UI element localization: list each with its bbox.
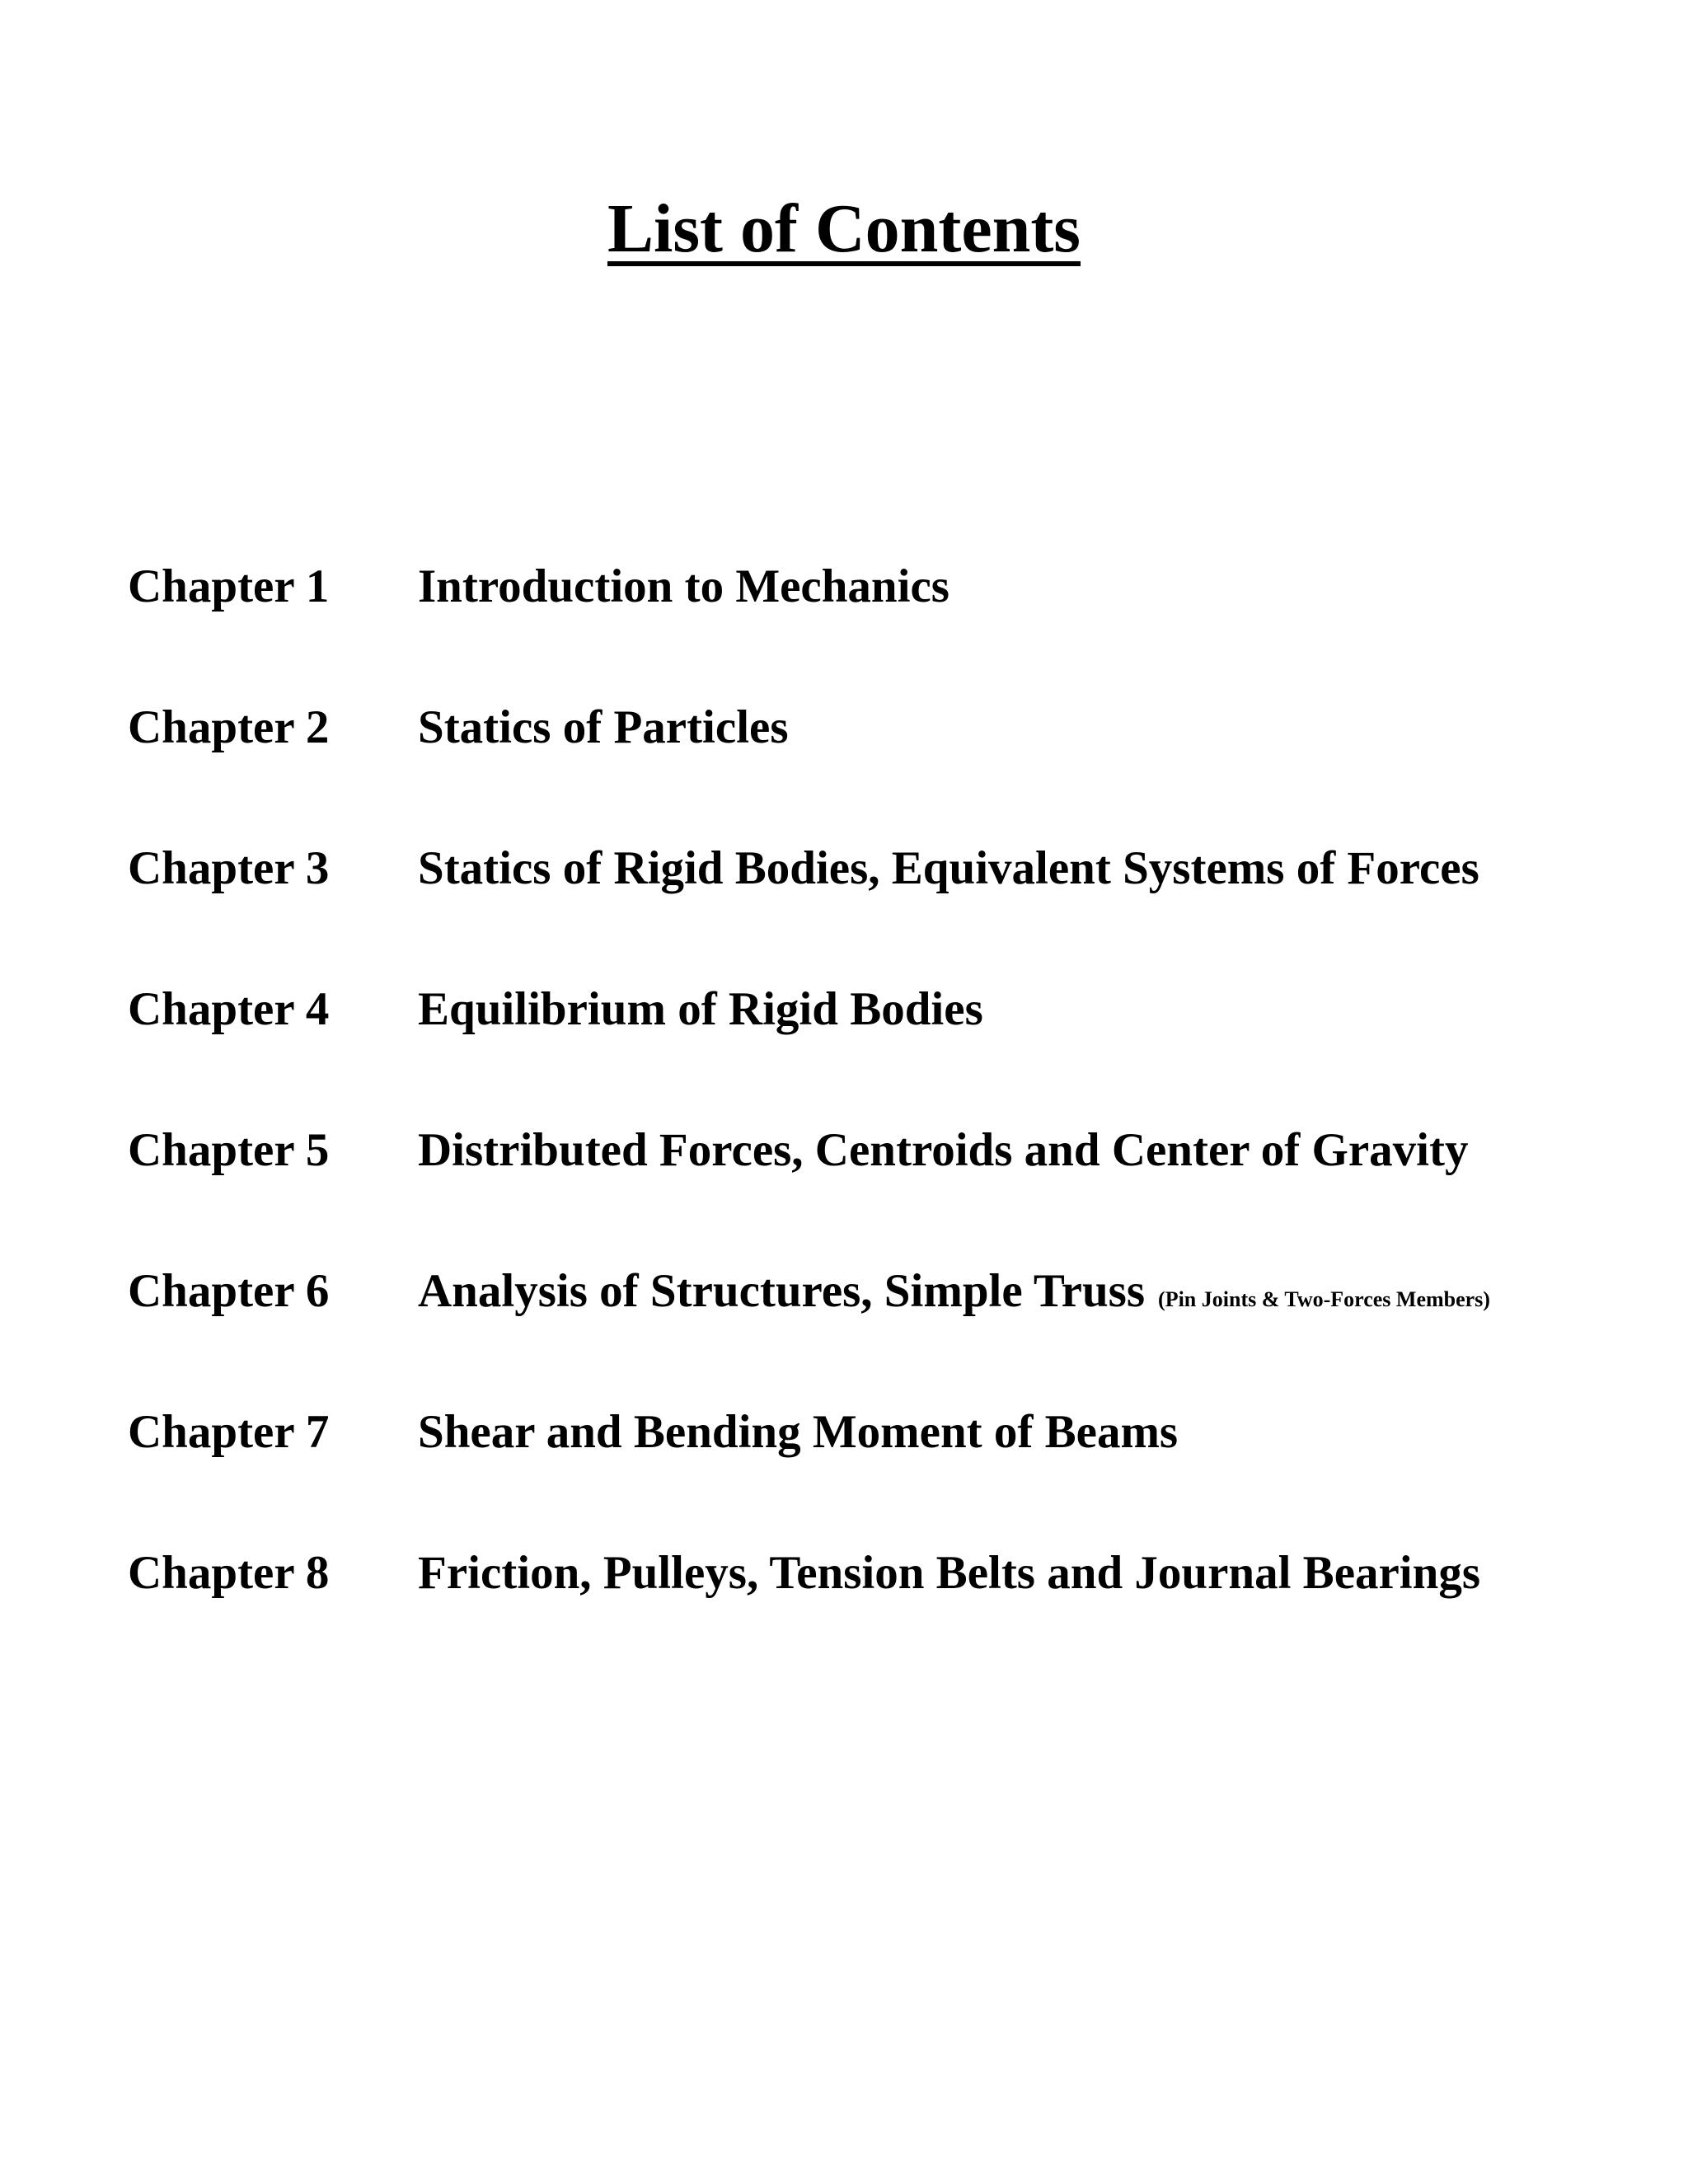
chapter-title: Shear and Bending Moment of Beams — [418, 1406, 1179, 1458]
chapter-number: Chapter 6 — [128, 1265, 330, 1317]
chapter-number: Chapter 4 — [128, 983, 330, 1035]
chapter-number: Chapter 3 — [128, 842, 330, 894]
chapter-number: Chapter 5 — [128, 1124, 330, 1176]
chapter-title: Distributed Forces, Centroids and Center of Gravity — [418, 1124, 1469, 1176]
chapter-title: Equilibrium of Rigid Bodies — [418, 983, 983, 1035]
toc-entry-chapter-1 — [128, 554, 950, 620]
toc-entry-chapter-2 — [128, 695, 789, 761]
chapter-note: (Pin Joints & Two-Forces Members) — [1158, 1287, 1490, 1311]
chapter-title: Statics of Particles — [418, 701, 789, 753]
chapter-number: Chapter 8 — [128, 1547, 330, 1599]
chapter-title: Introduction to Mechanics — [418, 560, 950, 612]
toc-entry-chapter-3 — [128, 836, 1479, 902]
toc-entry-chapter-6 — [128, 1258, 1490, 1324]
chapter-number: Chapter 2 — [128, 701, 330, 753]
toc-entry-chapter-7 — [128, 1399, 1178, 1465]
chapter-title: Friction, Pulleys, Tension Belts and Journal Bearings — [418, 1547, 1481, 1599]
page-title-text: List of Contents — [607, 190, 1081, 267]
chapter-title: Analysis of Structures, Simple Truss — [418, 1265, 1146, 1317]
page-title — [0, 188, 1688, 271]
chapter-number: Chapter 7 — [128, 1406, 330, 1458]
toc-entry-chapter-5 — [128, 1118, 1468, 1183]
toc-entry-chapter-4 — [128, 977, 983, 1043]
toc-entry-chapter-8 — [128, 1540, 1480, 1606]
chapter-title: Statics of Rigid Bodies, Equivalent Systems of Forces — [418, 842, 1479, 894]
chapter-number: Chapter 1 — [128, 560, 330, 612]
